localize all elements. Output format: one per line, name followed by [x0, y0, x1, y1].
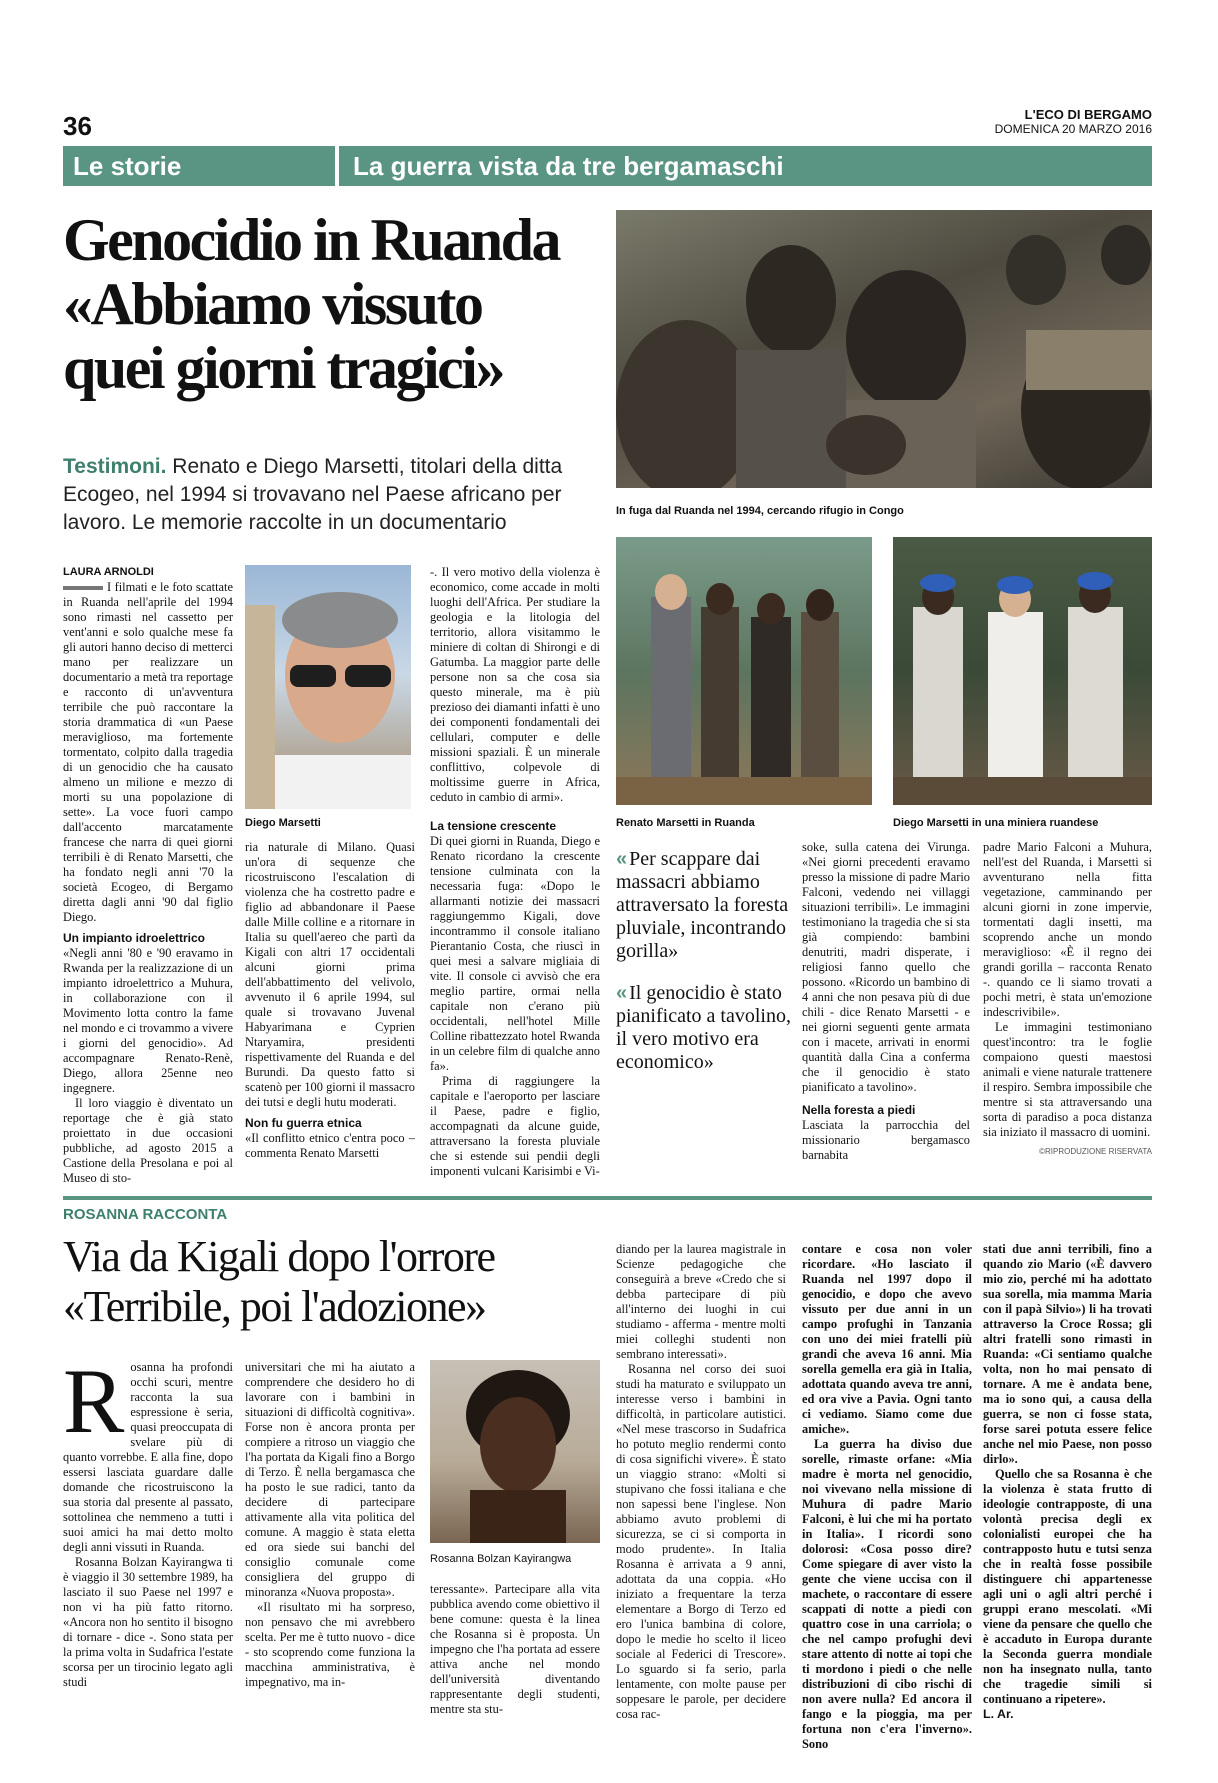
- diego-portrait-illustration: [245, 565, 411, 809]
- article2-col4: [616, 1242, 786, 1722]
- subheading: Nella foresta a piedi: [802, 1103, 916, 1117]
- article2-col2: [245, 1360, 415, 1690]
- pull-quote-2: « Il genocidio è stato pianificato a tavolino, il vero motivo era economico»: [616, 982, 791, 1073]
- quote-mark-icon: «: [616, 982, 625, 1004]
- renato-marsetti-photo: [616, 537, 872, 805]
- topic-band: La guerra vista da tre bergamaschi: [339, 146, 1152, 186]
- paragraph: La guerra ha diviso due sorelle, rimaste orfane: «Mia madre è morta nel genocidio, noi vivevano nella missione di Muhura di padre Mario Falconi, è lui che mi ha portato in Italia». I ricordi sono dolorosi: «Cosa posso dire? Come spiegare di aver visto la gente che viene uccisa con il machete, o raccontare di essere scappati di notte a piedi con quattro cose in una carriola; o che nel campo profughi devi stare attento di notte ai topi che ti mordono i piedi o che nelle distribuzioni di cibo rischi di non avere nulla? Ed ancora il fango e la pioggia, ma per fortuna non c'era l'inverno». Sono: [802, 1437, 972, 1751]
- secondary-headline: Via da Kigali dopo l'orrore «Terribile, poi l'adozione»: [63, 1232, 495, 1331]
- paragraph: «Negli anni '80 e '90 eravamo in Rwanda per la realizzazione di un impianto idroelettrico a Muhura, in collaborazione con il Movimento lotta contro la fame nel mondo e ci trovammo a vivere i giorni del genocidio». Ad accompagnare Renato-Renè, Diego, allora 25enne neo ingegnere.: [63, 946, 233, 1095]
- subheading: Non fu guerra etnica: [245, 1116, 362, 1130]
- drop-cap: R: [63, 1350, 125, 1452]
- paragraph: padre Mario Falconi a Muhura, nell'est del Ruanda, i Marsetti si avventurano nella fitta vegetazione, camminando per alcuni giorni in zone impervie, tormentati dagli insetti, ma scoprendo anche un mondo meraviglioso: «È il regno dei grandi gorilla – racconta Renato -. quando ce li siamo trovati a pochi metri, è stata un'emozione indescrivibile».: [983, 840, 1152, 1019]
- pull-quote-1: « Per scappare dai massacri abbiamo attraversato la foresta pluviale, incontrando gorilla»: [616, 848, 789, 962]
- diego-photo-caption: Diego Marsetti: [245, 817, 321, 829]
- paragraph: I filmati e le foto scattate in Ruanda nell'aprile del 1994 sono rimasti nel cassetto per vent'anni e solo qualche mese fa gli autori hanno deciso di metterci mano per realizzare un documentario a metà tra reportage e racconto di un'avventura terribile che può raccontare la storia drammatica di «un Paese meraviglioso, ma fortemente tormentato, colpito dalla tragedia di un genocidio che ha causato almeno un milione e mezzo di morti su una popolazione di sette». La voce fuori campo dall'accento marcatamente francese che narra di quei giorni terribili è di Renato Marsetti, che ha fondato negli anni '70 la società Ecogeo, di Bergamo diretta dagli anni '90 dal figlio Diego.: [63, 580, 233, 924]
- article1-col2: [245, 840, 415, 1161]
- mine-workers-illustration: [893, 537, 1152, 805]
- section-band: Le storie: [63, 146, 335, 186]
- masthead: [995, 108, 1152, 136]
- paragraph: contare e cosa non voler ricordare. «Ho lasciato il Ruanda nel 1997 dopo il genocidio, e dopo che avevo vissuto per due anni in un campo profughi in Tanzania con uno dei miei fratelli più grandi che aveva 16 anni. Mia sorella gemella era già in Italia, adottata quando aveva tre anni, ed ora vive a Pavia. Ogni tanto ci vediamo. Siamo come due amiche».: [802, 1242, 972, 1436]
- subheading: Un impianto idroelettrico: [63, 931, 206, 945]
- paragraph: ria naturale di Milano. Quasi un'ora di sequenze che ricostruiscono l'escalation di violenza che ha costretto padre e figlio ad abbandonare il Paese dalle Mille colline e a ritornare in Italia su quell'aereo che partì da Kigali con altri 17 occidentali alcuni giorni prima dell'abbattimento del velivolo, avvenuto il 6 aprile 1994, sul quale si trovavano Juvenal Habyarimana e Cyprien Ntaryamira, presidenti rispettivamente del Ruanda e del Burundi. Da questo fatto si scatenò per 100 giorni il massacro dei tutsi e degli hutu moderati.: [245, 840, 415, 1109]
- kicker: Testimoni.: [63, 455, 167, 478]
- section-divider: [63, 1196, 1152, 1200]
- paragraph: osanna ha profondi occhi scuri, mentre racconta la sua espressione è seria, quasi preoccupata di svelare più di quanto vorrebbe. E alla fine, dopo essersi lasciata guardare dalle domande che ricostruiscono la sua storia dal presente al passato, sottolinea che nemmeno a tutti i suoi amici ha mai detto molto degli anni vissuti in Ruanda.: [63, 1360, 233, 1554]
- main-headline: Genocidio in Ruanda «Abbiamo vissuto quei giorni tragici»: [63, 207, 559, 401]
- paragraph: Di quei giorni in Ruanda, Diego e Renato ricordano la crescente tensione culminata con la necessaria fuga: «Dopo le allarmanti notizie dei massacri raggiungemmo Kigali, dove incontrammo il console italiano Pierantanio Costa, che riuscì in quei mesi a salvare migliaia di vite. Il console ci avvisò che era meglio partire, ormai nella capitale non c'erano più occidentali, nell'hotel Mille Colline ribattezzato hotel Rwanda in un celebre film di qualche anno fa».: [430, 834, 600, 1073]
- mine-photo: [893, 537, 1152, 805]
- byline: LAURA ARNOLDI: [63, 566, 154, 578]
- rosanna-photo-caption: Rosanna Bolzan Kayirangwa: [430, 1553, 572, 1565]
- paragraph: teressante». Partecipare alla vita pubblica avendo come obiettivo il bene comune: questa è la linea che Rosanna si è proposta. Un impegno che l'ha portata ad essere attiva anche nel mondo dell'università diventando rappresentante degli studenti, mentre sta stu-: [430, 1582, 600, 1716]
- article2-col5: [802, 1242, 972, 1752]
- article1-col3: [430, 565, 600, 1179]
- issue-date: DOMENICA 20 MARZO 2016: [994, 122, 1152, 136]
- main-photo-caption: In fuga dal Ruanda nel 1994, cercando rifugio in Congo: [616, 505, 904, 517]
- paragraph: stati due anni terribili, fino a quando zio Mario («È davvero mio zio, perché mi ha adottato sua sorella, mia mamma Maria con il papà Silvio») li ha trovati attraverso la Croce Rossa; gli altri fratelli sono rimasti in Ruanda: «Ci sentiamo qualche volta, non ho mai pensato di tornare. A me è andata bene, ma io sono qui, a causa della guerra, se non ci fosse stata, forse sarei potuta essere felice anche nel mio Paese, non posso dirlo».: [983, 1242, 1152, 1466]
- copyright-notice: ©RIPRODUZIONE RISERVATA: [1039, 1147, 1152, 1156]
- article1-col5: [802, 840, 970, 1163]
- paragraph: -. Il vero motivo della violenza è economico, come accade in molti luoghi dell'Africa. Per studiare la geologia e la litologia del territorio, allora visitammo le miniere di coltan di Shirongi e di Gatumba. La maggior parte delle persone non sa che cosa sia questo minerale, ma è più prezioso dei diamanti infatti è uno dei componenti fondamentali dei cellulari, computer e delle missioni spaziali. È un minerale conflittivo, colpevole di moltissime guerre in Africa, ceduto in cambio di armi».: [430, 565, 600, 804]
- sidebar-label: ROSANNA RACCONTA: [63, 1206, 228, 1223]
- subheadline: [63, 453, 623, 537]
- paragraph: «Il conflitto etnico c'entra poco – commenta Renato Marsetti: [245, 1131, 415, 1160]
- subhead-text: Renato e Diego Marsetti, titolari della ditta Ecogeo, nel 1994 si trovavano nel Paese africano per lavoro. Le memorie raccolte in un documentario: [63, 455, 563, 534]
- paragraph: «Il risultato mi ha sorpreso, non pensavo che mi avrebbero scelta. Per me è tutto nuovo - dice - sto scoprendo come funziona la macchina amministrativa, è impegnativo, ma in-: [245, 1600, 415, 1689]
- article1-col1: [63, 565, 233, 1186]
- paragraph: Rosanna Bolzan Kayirangwa ti è viaggio il 30 settembre 1989, ha lasciato il suo Paese nel 1997 e non vi ha più fatto ritorno. «Ancora non ho sentito il bisogno di tornare - dice -. Sono stata per la prima volta in Sudafrica l'estate scorsa per un tirocinio legato agli studi: [63, 1555, 233, 1689]
- article1-col6: [983, 840, 1152, 1159]
- paragraph: Lasciata la parrocchia del missionario bergamasco barnabita: [802, 1118, 970, 1162]
- author-signature: L. Ar.: [983, 1707, 1014, 1721]
- paragraph: Prima di raggiungere la capitale e l'aeroporto per lasciare il Paese, padre e figlio, accompagnati da alcune guide, attraversano la foresta pluviale che si estende sui pendii degli imponenti vulcani Karisimbi e Vi-: [430, 1074, 600, 1178]
- article2-col1: [63, 1350, 233, 1690]
- subheading: La tensione crescente: [430, 819, 557, 833]
- article2-col6: [983, 1242, 1152, 1722]
- refugee-children-photo: [616, 210, 1152, 488]
- renato-photo-caption: Renato Marsetti in Ruanda: [616, 817, 755, 829]
- renato-group-illustration: [616, 537, 872, 805]
- quote-mark-icon: «: [616, 848, 625, 870]
- paragraph: Il loro viaggio è diventato un reportage che è già stato proiettato in due occasioni pubbliche, ad agosto 2015 a Castione della Presolana e poi al Museo di sto-: [63, 1096, 233, 1185]
- page-number: 36: [63, 111, 92, 141]
- paragraph: universitari che mi ha aiutato a comprendere che desidero ho di lavorare con i bambini in situazioni di difficoltà cognitiva». Forse non è ancora pronta per compiere a ritroso un viaggio che l'ha portata da Kigali fino a Borgo di Terzo. È nella bergamasca che ha posto le sue radici, tanto da decidere di partecipare attivamente alla vita politica del comune. A maggio è stata eletta ed ora siede sui banchi del consiglio comunale come consigliera del gruppo di minoranza «Nuova proposta».: [245, 1360, 415, 1599]
- paragraph: soke, sulla catena dei Virunga. «Nei giorni precedenti eravamo presso la missione di padre Mario Falconi, vedendo nei villaggi situazioni terribili». Le immagini testimoniano la tragedia che si sta già compiendo: bambini denutriti, madri disperate, i religiosi fanno quello che possono. «Ricordo un bambino di 4 anni che non pesava più di due chili - dice Renato Marsetti - e nei giorni seguenti gente armata con i macete, arrivati in enormi quantità dalla Cina a conferma che il genocidio è stato pianificato a tavolino».: [802, 840, 970, 1094]
- rosanna-portrait-illustration: [430, 1360, 600, 1543]
- paragraph: Rosanna nel corso dei suoi studi ha maturato e sviluppato un interesse verso i bambini in difficoltà, in particolare autistici. «Nel mese trascorso in Sudafrica ho potuto meglio rendermi conto di cosa significhi vivere». È stato un viaggio strano: «Molti si stupivano che fossi italiana e che non sapessi bene l'inglese. Non abbiamo avuto problemi di sicurezza, se ci si comporta in modo prudente». In Italia Rosanna è arrivata a 9 anni, adottata da una coppia. «Ho iniziato a frequentare la terza elementare a Borgo di Terzo ed ero l'unica bambina di colore, dopo le medie ho scelto il liceo sociale al Federici di Trescore». Lo sguardo si fa serio, parla lentamente, con molte pause per soppesare le parole, per decidere cosa rac-: [616, 1362, 786, 1721]
- paragraph: diando per la laurea magistrale in Scienze pedagogiche che conseguirà a breve «Credo che si debba partecipare di più all'interno dei luoghi in cui studiamo - afferma - mentre molti miei colleghi studenti non sembrano interessati».: [616, 1242, 786, 1361]
- paragraph: Le immagini testimoniano quest'incontro: tra le foglie compaiono questi maestosi animali e viene naturale trattenere il respiro. Sembra impossibile che mentre si sta attraversando una sorta di paradiso a poca distanza sia iniziato il massacro di uomini.: [983, 1020, 1152, 1139]
- article2-col3: [430, 1582, 600, 1717]
- mine-photo-caption: Diego Marsetti in una miniera ruandese: [893, 817, 1099, 829]
- rosanna-photo: [430, 1360, 600, 1543]
- refugee-children-illustration: [616, 210, 1152, 488]
- diego-marsetti-photo: [245, 565, 411, 809]
- newspaper-name: L'ECO DI BERGAMO: [1024, 107, 1152, 122]
- paragraph: Quello che sa Rosanna è che la violenza è stata frutto di ideologie contrapposte, di una volontà precisa degli ex colonialisti europei che ha contrapposto hutu e tutsi senza che in realtà fosse possibile distinguere chi appartenesse agli uni o agli altri perché i gruppi erano mescolati. «Mi viene da pensare che quello che è accaduto in Europa durante la Seconda guerra mondiale non ha insegnato nulla, tanto che tragedie simili si continuano a ripetere».: [983, 1467, 1152, 1706]
